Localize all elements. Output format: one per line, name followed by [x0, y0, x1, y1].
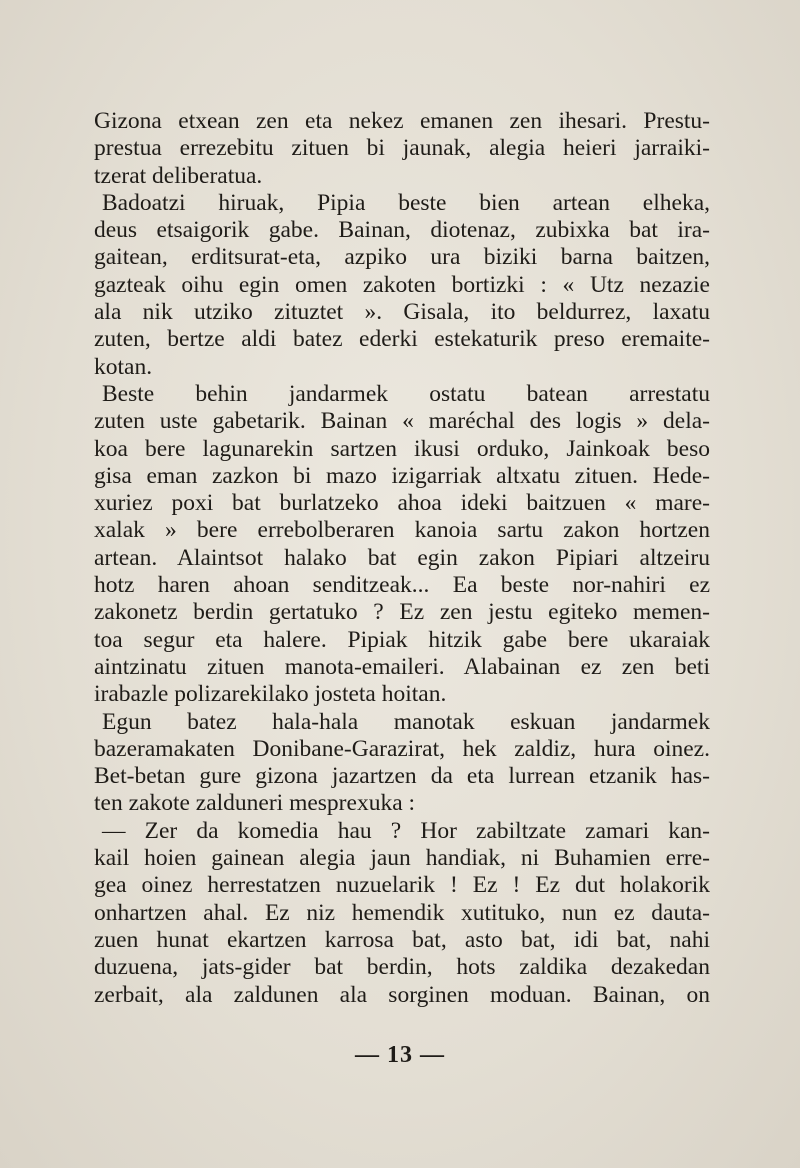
- text-line: Gizona etxean zen eta nekez emanen zen ihesari. Prestu-: [94, 108, 710, 134]
- text-line: deus etsaigorik gabe. Bainan, diotenaz, zubixka bat ira-: [94, 217, 710, 244]
- text-line: zakonetz berdin gertatuko ? Ez zen jestu egiteko memen-: [94, 599, 710, 626]
- text-line: Bet-betan gure gizona jazartzen da eta lurrean etzanik has-: [94, 763, 710, 790]
- text-line: onhartzen ahal. Ez niz hemendik xutituko, nun ez dauta-: [94, 899, 710, 926]
- text-line: gaitean, erditsurat-eta, azpiko ura biziki barna baitzen,: [94, 244, 710, 271]
- text-line: gisa eman zazkon bi mazo izigarriak altxatu zituen. Hede-: [94, 462, 710, 489]
- text-line: duzuena, jats-gider bat berdin, hots zaldika dezakedan: [94, 954, 710, 981]
- text-line: toa segur eta halere. Pipiak hitzik gabe bere ukaraiak: [94, 626, 710, 653]
- text-line: gazteak oihu egin omen zakoten bortizki : « Utz nezazie: [94, 271, 710, 298]
- text-line: kotan.: [94, 353, 153, 380]
- text-line: tzerat deliberatua.: [94, 162, 263, 189]
- text-line: xuriez poxi bat burlatzeko ahoa ideki baitzuen « mare-: [94, 490, 710, 517]
- text-line: bazeramakaten Donibane-Garazirat, hek zaldiz, hura oinez.: [94, 735, 710, 762]
- text-line: kail hoien gainean alegia jaun handiak, ni Buhamien erre-: [94, 845, 710, 872]
- text-line: zuten uste gabetarik. Bainan « maréchal des logis » dela-: [94, 408, 710, 435]
- text-line: zuten, bertze aldi batez ederki estekaturik preso eremaite-: [94, 326, 710, 353]
- body-text: [94, 108, 710, 1009]
- text-line: Badoatzi hiruak, Pipia beste bien artean elheka,: [102, 189, 710, 216]
- text-line: — Zer da komedia hau ? Hor zabiltzate zamari kan-: [102, 817, 710, 844]
- text-line: xalak » bere errebolberaren kanoia sartu zakon hortzen: [94, 517, 710, 544]
- text-line: zuen hunat ekartzen karrosa bat, asto bat, idi bat, nahi: [94, 926, 710, 953]
- text-line: Beste behin jandarmek ostatu batean arrestatu: [102, 380, 710, 407]
- text-line: koa bere lagunarekin sartzen ikusi orduko, Jainkoak beso: [94, 435, 710, 462]
- text-line: artean. Alaintsot halako bat egin zakon Pipiari altzeiru: [94, 544, 710, 571]
- text-line: ala nik utziko zituztet ». Gisala, ito beldurrez, laxatu: [94, 299, 710, 326]
- text-line: aintzinatu zituen manota-emaileri. Alabainan ez zen beti: [94, 653, 710, 680]
- text-line: zerbait, ala zaldunen ala sorginen moduan. Bainan, on: [94, 981, 710, 1008]
- text-line: ten zakote zalduneri mesprexuka :: [94, 790, 416, 817]
- text-line: prestua errezebitu zituen bi jaunak, alegia heieri jarraiki-: [94, 135, 710, 162]
- text-line: hotz haren ahoan senditzeak... Ea beste nor-nahiri ez: [94, 572, 710, 599]
- text-line: irabazle polizarekilako josteta hoitan.: [94, 681, 447, 708]
- text-line: Egun batez hala-hala manotak eskuan jandarmek: [102, 708, 710, 735]
- text-line: gea oinez herrestatzen nuzuelarik ! Ez ! Ez dut holakorik: [94, 872, 710, 899]
- page-number: — 13 —: [355, 1042, 445, 1068]
